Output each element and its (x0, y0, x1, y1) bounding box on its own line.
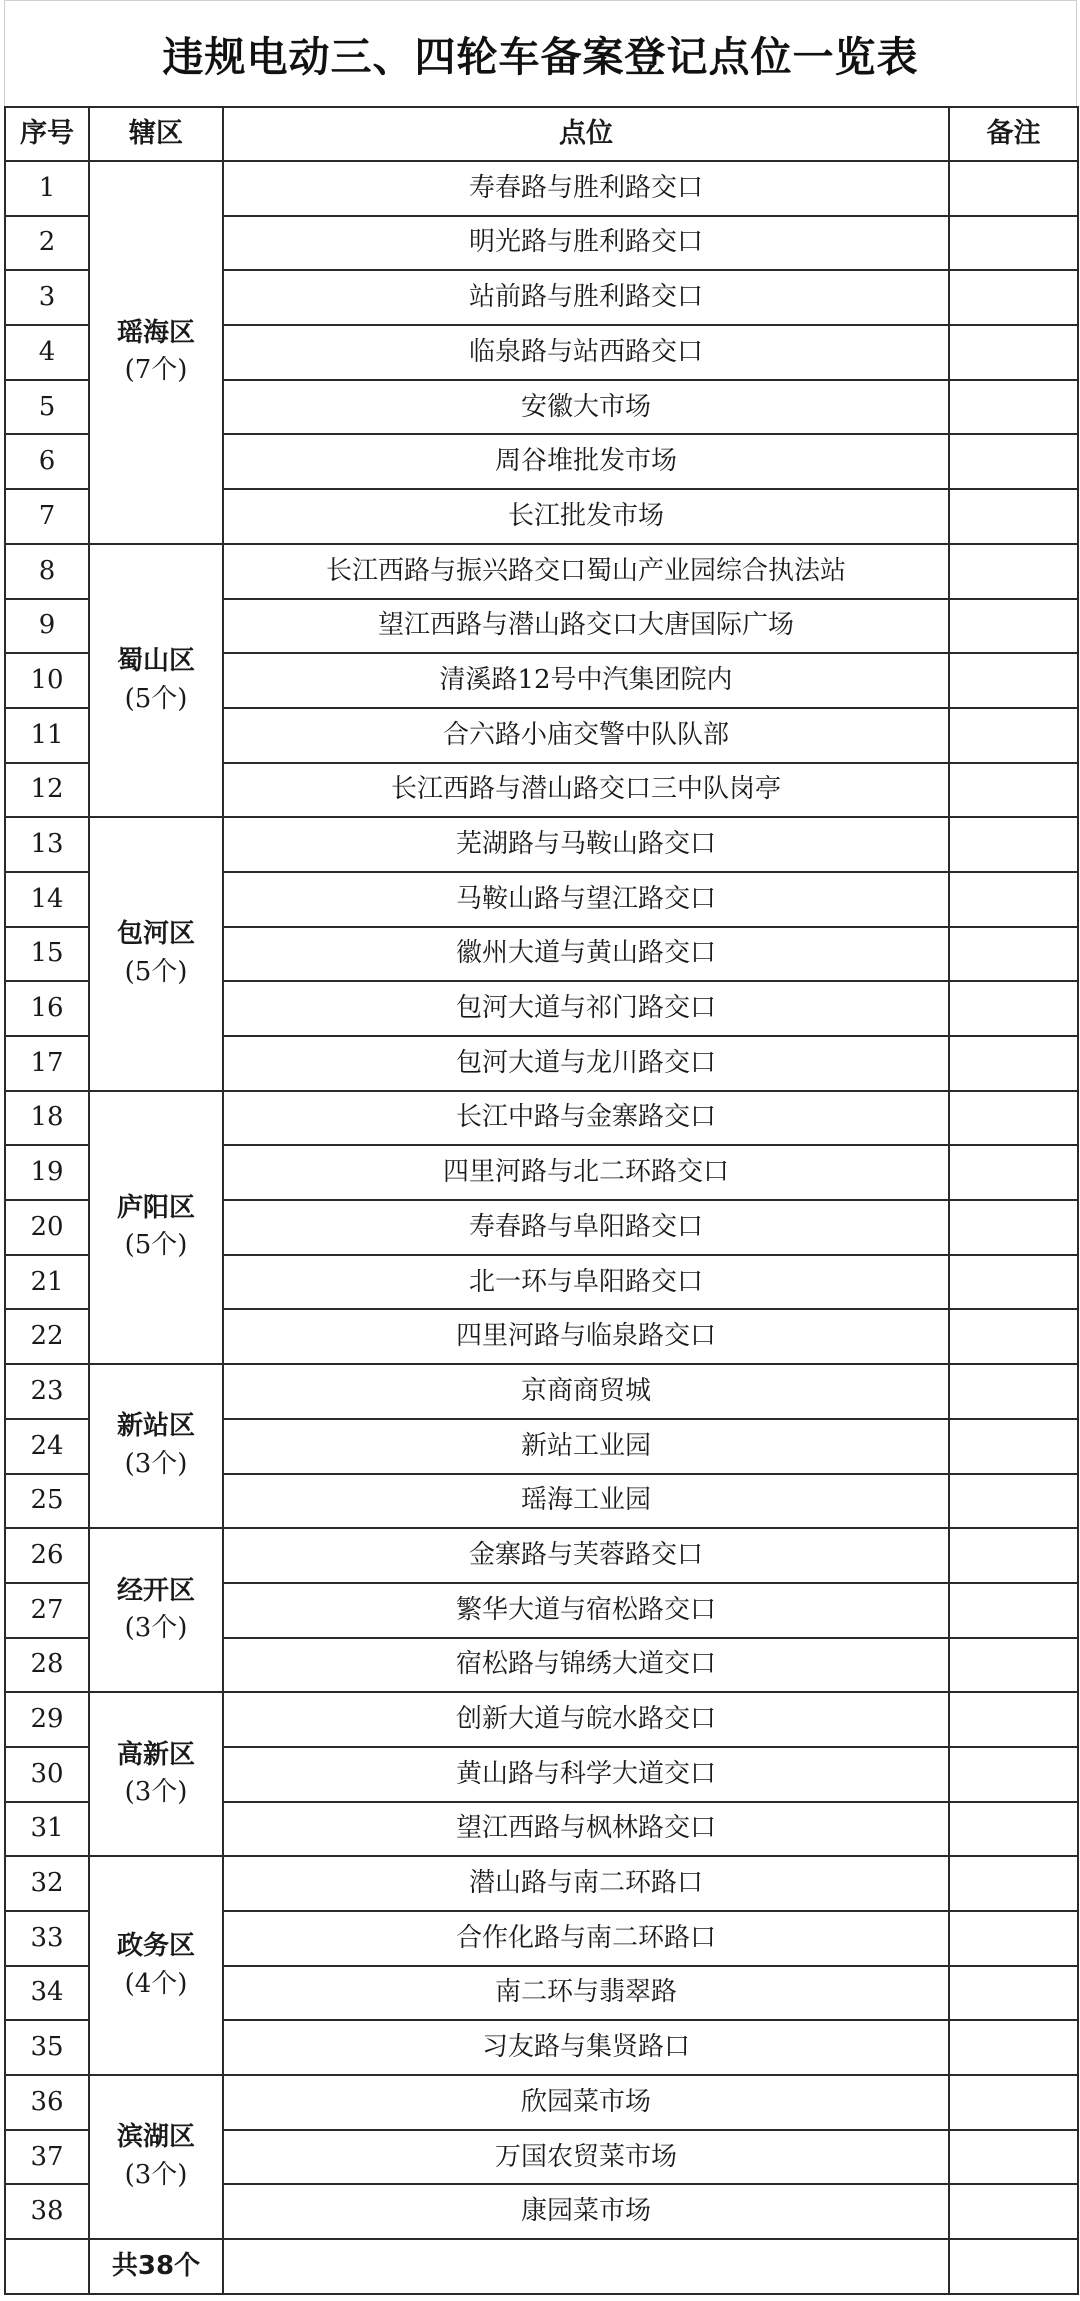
row-location: 潜山路与南二环路口 (223, 1856, 949, 1911)
row-location: 安徽大市场 (223, 380, 949, 435)
district-cell (89, 1364, 223, 1528)
row-note (949, 817, 1078, 872)
row-note (949, 1200, 1078, 1255)
row-location: 长江西路与潜山路交口三中队岗亭 (223, 763, 949, 818)
row-seq: 13 (5, 817, 89, 872)
row-seq: 38 (5, 2184, 89, 2239)
row-seq: 14 (5, 872, 89, 927)
row-note (949, 1528, 1078, 1583)
row-note (949, 489, 1078, 544)
row-location: 包河大道与龙川路交口 (223, 1036, 949, 1091)
row-seq: 1 (5, 161, 89, 216)
row-note (949, 1145, 1078, 1200)
district-name: 瑶海区 (116, 317, 195, 348)
row-note (949, 1638, 1078, 1693)
row-location: 长江中路与金寨路交口 (223, 1091, 949, 1146)
row-location: 合六路小庙交警中队队部 (223, 708, 949, 763)
total-row (5, 2239, 1078, 2294)
row-seq: 5 (5, 380, 89, 435)
row-location: 寿春路与胜利路交口 (223, 161, 949, 216)
row-location: 合作化路与南二环路口 (223, 1911, 949, 1966)
row-note (949, 216, 1078, 271)
row-seq: 9 (5, 599, 89, 654)
row-location: 创新大道与皖水路交口 (223, 1692, 949, 1747)
row-note (949, 1255, 1078, 1310)
row-note (949, 325, 1078, 380)
row-note (949, 1419, 1078, 1474)
row-location: 明光路与胜利路交口 (223, 216, 949, 271)
district-count: (5个) (124, 683, 188, 714)
district-name: 蜀山区 (116, 645, 195, 676)
row-location: 黄山路与科学大道交口 (223, 1747, 949, 1802)
row-location: 宿松路与锦绣大道交口 (223, 1638, 949, 1693)
row-location: 徽州大道与黄山路交口 (223, 927, 949, 982)
table-row (5, 1856, 1078, 1911)
district-name: 庐阳区 (116, 1192, 195, 1223)
table-title: 违规电动三、四轮车备案登记点位一览表 (162, 33, 919, 81)
row-seq: 27 (5, 1583, 89, 1638)
district-cell (89, 1692, 223, 1856)
header-district: 辖区 (89, 107, 223, 161)
district-count: (4个) (124, 1968, 188, 1999)
row-note (949, 380, 1078, 435)
row-location: 北一环与阜阳路交口 (223, 1255, 949, 1310)
row-seq: 16 (5, 981, 89, 1036)
row-note (949, 653, 1078, 708)
row-location: 寿春路与阜阳路交口 (223, 1200, 949, 1255)
district-count: (5个) (124, 1230, 188, 1261)
row-note (949, 1091, 1078, 1146)
row-seq: 18 (5, 1091, 89, 1146)
row-seq: 17 (5, 1036, 89, 1091)
row-note (949, 1802, 1078, 1857)
district-cell (89, 1528, 223, 1692)
row-location: 清溪路12号中汽集团院内 (223, 653, 949, 708)
table-row (5, 544, 1078, 599)
row-location: 四里河路与临泉路交口 (223, 1309, 949, 1364)
district-name: 新站区 (116, 1411, 195, 1442)
district-cell (89, 817, 223, 1090)
row-location: 繁华大道与宿松路交口 (223, 1583, 949, 1638)
row-seq: 26 (5, 1528, 89, 1583)
row-seq: 2 (5, 216, 89, 271)
row-note (949, 1966, 1078, 2021)
row-location: 望江西路与潜山路交口大唐国际广场 (223, 599, 949, 654)
district-cell (89, 2075, 223, 2239)
row-note (949, 1364, 1078, 1419)
row-seq: 19 (5, 1145, 89, 1200)
row-note (949, 544, 1078, 599)
row-note (949, 2020, 1078, 2075)
row-seq: 3 (5, 270, 89, 325)
row-seq: 10 (5, 653, 89, 708)
row-note (949, 2130, 1078, 2185)
row-seq: 21 (5, 1255, 89, 1310)
district-count: (3个) (124, 1613, 188, 1644)
row-seq: 37 (5, 2130, 89, 2185)
row-location: 欣园菜市场 (223, 2075, 949, 2130)
district-name: 高新区 (116, 1739, 195, 1770)
row-note (949, 1856, 1078, 1911)
row-location: 新站工业园 (223, 1419, 949, 1474)
row-seq: 20 (5, 1200, 89, 1255)
row-note (949, 1911, 1078, 1966)
row-location: 望江西路与枫林路交口 (223, 1802, 949, 1857)
row-location: 万国农贸菜市场 (223, 2130, 949, 2185)
header-location: 点位 (223, 107, 949, 161)
row-note (949, 2184, 1078, 2239)
district-count: (3个) (124, 1449, 188, 1480)
row-note (949, 1692, 1078, 1747)
row-seq: 12 (5, 763, 89, 818)
header-row (5, 107, 1078, 161)
total-location (223, 2239, 949, 2294)
row-seq: 32 (5, 1856, 89, 1911)
district-cell (89, 161, 223, 544)
row-seq: 28 (5, 1638, 89, 1693)
row-seq: 30 (5, 1747, 89, 1802)
row-seq: 24 (5, 1419, 89, 1474)
table-row (5, 2075, 1078, 2130)
row-note (949, 872, 1078, 927)
row-location: 京商商贸城 (223, 1364, 949, 1419)
district-name: 滨湖区 (116, 2122, 195, 2153)
row-location: 包河大道与祁门路交口 (223, 981, 949, 1036)
row-seq: 8 (5, 544, 89, 599)
row-seq: 25 (5, 1474, 89, 1529)
district-count: (7个) (124, 355, 188, 386)
row-location: 康园菜市场 (223, 2184, 949, 2239)
row-note (949, 2075, 1078, 2130)
row-seq: 31 (5, 1802, 89, 1857)
table-row (5, 161, 1078, 216)
row-seq: 22 (5, 1309, 89, 1364)
row-location: 临泉路与站西路交口 (223, 325, 949, 380)
row-location: 周谷堆批发市场 (223, 434, 949, 489)
row-seq: 15 (5, 927, 89, 982)
district-name: 政务区 (116, 1931, 195, 1961)
row-note (949, 161, 1078, 216)
location-table (4, 106, 1079, 2295)
row-note (949, 1309, 1078, 1364)
district-count: (3个) (124, 2160, 188, 2191)
district-cell (89, 1091, 223, 1364)
row-location: 四里河路与北二环路交口 (223, 1145, 949, 1200)
row-location: 马鞍山路与望江路交口 (223, 872, 949, 927)
table-row (5, 1091, 1078, 1146)
row-note (949, 1747, 1078, 1802)
table-row (5, 1364, 1078, 1419)
row-note (949, 434, 1078, 489)
table-row (5, 1528, 1078, 1583)
district-cell (89, 1856, 223, 2075)
row-seq: 34 (5, 1966, 89, 2021)
district-name: 经开区 (116, 1575, 195, 1606)
table-row (5, 817, 1078, 872)
row-seq: 36 (5, 2075, 89, 2130)
row-seq: 23 (5, 1364, 89, 1419)
row-seq: 11 (5, 708, 89, 763)
row-note (949, 927, 1078, 982)
row-location: 长江西路与振兴路交口蜀山产业园综合执法站 (223, 544, 949, 599)
row-seq: 7 (5, 489, 89, 544)
row-location: 站前路与胜利路交口 (223, 270, 949, 325)
row-note (949, 1474, 1078, 1529)
total-seq (5, 2239, 89, 2294)
title-box (4, 0, 1077, 106)
row-seq: 6 (5, 434, 89, 489)
row-note (949, 1036, 1078, 1091)
row-note (949, 1583, 1078, 1638)
row-location: 芜湖路与马鞍山路交口 (223, 817, 949, 872)
row-location: 习友路与集贤路口 (223, 2020, 949, 2075)
row-seq: 35 (5, 2020, 89, 2075)
row-seq: 33 (5, 1911, 89, 1966)
row-note (949, 763, 1078, 818)
total-label: 共38个 (89, 2239, 223, 2294)
row-seq: 29 (5, 1692, 89, 1747)
district-count: (3个) (124, 1777, 188, 1808)
header-seq: 序号 (5, 107, 89, 161)
district-name: 包河区 (116, 919, 195, 950)
row-note (949, 708, 1078, 763)
table-row (5, 1692, 1078, 1747)
row-note (949, 981, 1078, 1036)
row-note (949, 270, 1078, 325)
row-location: 长江批发市场 (223, 489, 949, 544)
row-seq: 4 (5, 325, 89, 380)
row-note (949, 599, 1078, 654)
row-location: 南二环与翡翠路 (223, 1966, 949, 2021)
table-body (5, 161, 1078, 2239)
row-location: 瑶海工业园 (223, 1474, 949, 1529)
header-note: 备注 (949, 107, 1078, 161)
district-count: (5个) (124, 956, 188, 987)
district-cell (89, 544, 223, 817)
total-note (949, 2239, 1078, 2294)
row-location: 金寨路与芙蓉路交口 (223, 1528, 949, 1583)
